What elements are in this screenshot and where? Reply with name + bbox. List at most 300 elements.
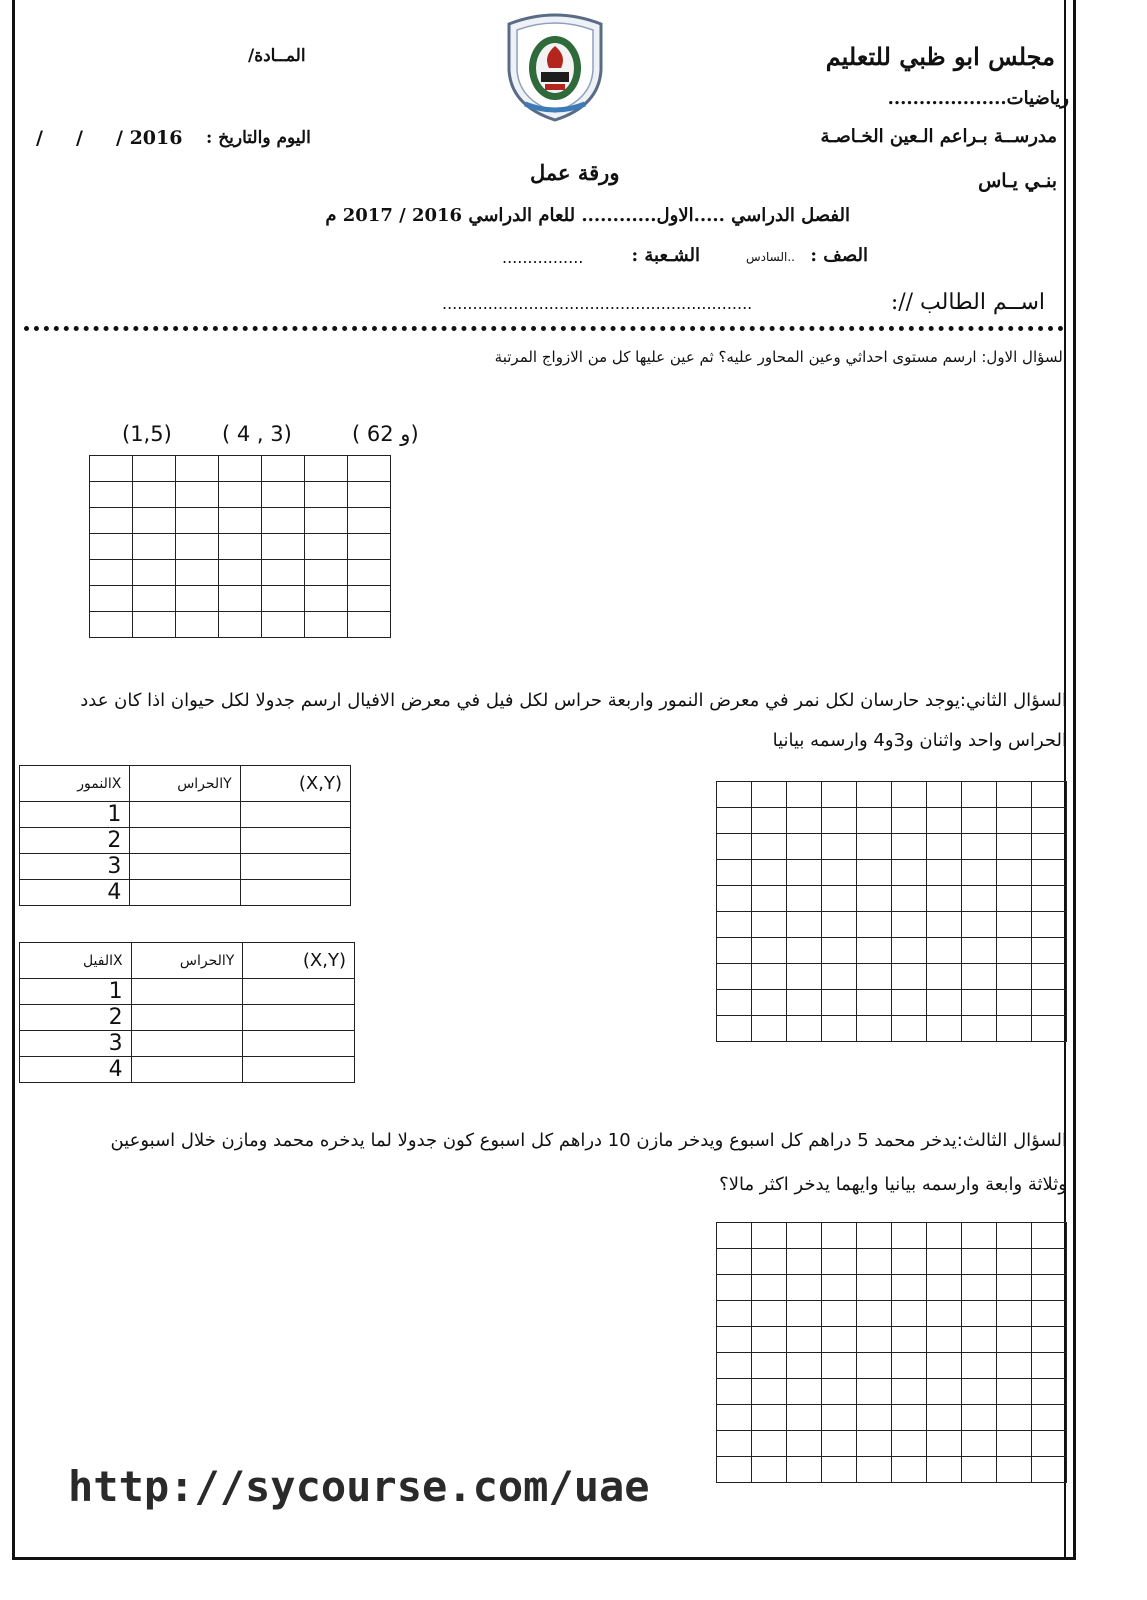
- grid-cell[interactable]: [997, 886, 1032, 912]
- grid-cell[interactable]: [927, 886, 962, 912]
- header-y-guards: Yالحراس: [131, 943, 243, 979]
- grid-cell[interactable]: [305, 586, 348, 612]
- grid-cell[interactable]: [133, 586, 176, 612]
- grid-cell[interactable]: [717, 834, 752, 860]
- grid-cell[interactable]: [892, 1275, 927, 1301]
- area-name: بنـي يـاس: [978, 170, 1057, 192]
- grid-cell[interactable]: [90, 482, 133, 508]
- grid-cell[interactable]: [857, 1249, 892, 1275]
- grid-cell[interactable]: [305, 508, 348, 534]
- grid-cell[interactable]: [176, 586, 219, 612]
- grid-cell[interactable]: [857, 912, 892, 938]
- table-cell[interactable]: [243, 979, 355, 1005]
- grid-cell[interactable]: [857, 1379, 892, 1405]
- grid-cell[interactable]: [997, 1457, 1032, 1483]
- grid-cell[interactable]: [219, 612, 262, 638]
- grid-cell[interactable]: [787, 1249, 822, 1275]
- semester-line: الفصل الدراسي .....الاول............ للعام الدراسي 2016 / 2017 م: [325, 205, 850, 226]
- grid-cell[interactable]: [717, 990, 752, 1016]
- grid-cell[interactable]: [822, 1431, 857, 1457]
- table-cell[interactable]: [131, 1005, 243, 1031]
- question-1-text: السؤال الاول: ارسم مستوى احداثي وعين المحاور عليه؟ ثم عين عليها كل من الازواج المرتبة: [494, 348, 1067, 366]
- grid-cell[interactable]: [133, 482, 176, 508]
- grid-cell[interactable]: [822, 1353, 857, 1379]
- grid-cell[interactable]: [892, 1301, 927, 1327]
- grid-cell[interactable]: [857, 860, 892, 886]
- grid-cell[interactable]: [927, 912, 962, 938]
- grid-cell[interactable]: [857, 1223, 892, 1249]
- header-xy: (X,Y): [243, 943, 355, 979]
- grid-cell[interactable]: [717, 886, 752, 912]
- grid-cell[interactable]: [892, 938, 927, 964]
- grid-cell[interactable]: [892, 1457, 927, 1483]
- grid-cell[interactable]: [927, 938, 962, 964]
- grid-cell[interactable]: [892, 860, 927, 886]
- grid-cell[interactable]: [927, 1431, 962, 1457]
- grid-cell[interactable]: [997, 1327, 1032, 1353]
- date-value: / / / 2016: [36, 127, 183, 149]
- grid-cell[interactable]: [717, 1379, 752, 1405]
- grid-cell[interactable]: [262, 612, 305, 638]
- grid-cell[interactable]: [962, 834, 997, 860]
- grid-cell[interactable]: [822, 1016, 857, 1042]
- grid-cell[interactable]: [219, 508, 262, 534]
- grid-cell[interactable]: [219, 586, 262, 612]
- table-cell: 2: [20, 1005, 132, 1031]
- grid-cell[interactable]: [822, 860, 857, 886]
- table-cell[interactable]: [243, 1005, 355, 1031]
- grid-cell[interactable]: [857, 808, 892, 834]
- grid-cell[interactable]: [752, 1405, 787, 1431]
- grid-cell[interactable]: [962, 1327, 997, 1353]
- grid-cell[interactable]: [927, 1016, 962, 1042]
- grid-cell[interactable]: [927, 1327, 962, 1353]
- grid-cell[interactable]: [997, 1223, 1032, 1249]
- grid-cell[interactable]: [822, 1249, 857, 1275]
- grid-cell[interactable]: [927, 1223, 962, 1249]
- grid-cell[interactable]: [1032, 1405, 1067, 1431]
- grid-cell[interactable]: [752, 912, 787, 938]
- grid-cell[interactable]: [822, 1301, 857, 1327]
- grid-cell[interactable]: [305, 456, 348, 482]
- grid-cell[interactable]: [90, 612, 133, 638]
- grid-cell[interactable]: [997, 964, 1032, 990]
- grid-cell[interactable]: [717, 938, 752, 964]
- grid-cell[interactable]: [997, 1016, 1032, 1042]
- grid-cell[interactable]: [348, 534, 391, 560]
- grid-cell[interactable]: [752, 1016, 787, 1042]
- grid-cell[interactable]: [717, 912, 752, 938]
- grid-cell[interactable]: [962, 1301, 997, 1327]
- grid-cell[interactable]: [822, 1275, 857, 1301]
- grid-cell[interactable]: [787, 1016, 822, 1042]
- grid-cell[interactable]: [997, 1431, 1032, 1457]
- grid-cell[interactable]: [927, 1301, 962, 1327]
- grid-cell[interactable]: [219, 560, 262, 586]
- grid-cell[interactable]: [1032, 938, 1067, 964]
- grid-cell[interactable]: [752, 1431, 787, 1457]
- grid-cell[interactable]: [752, 1327, 787, 1353]
- grid-cell[interactable]: [822, 808, 857, 834]
- grid-cell[interactable]: [176, 534, 219, 560]
- grid-cell[interactable]: [892, 1016, 927, 1042]
- grid-cell[interactable]: [305, 612, 348, 638]
- grid-cell[interactable]: [262, 508, 305, 534]
- grid-cell[interactable]: [717, 808, 752, 834]
- grid-cell[interactable]: [717, 860, 752, 886]
- grid-cell[interactable]: [752, 834, 787, 860]
- grid-cell[interactable]: [1032, 1431, 1067, 1457]
- grid-cell[interactable]: [962, 1431, 997, 1457]
- grid-cell[interactable]: [822, 912, 857, 938]
- grid-cell[interactable]: [348, 560, 391, 586]
- grid-cell[interactable]: [133, 508, 176, 534]
- grid-cell[interactable]: [348, 456, 391, 482]
- grid-cell[interactable]: [219, 534, 262, 560]
- table-cell[interactable]: [131, 979, 243, 1005]
- grid-cell[interactable]: [927, 1275, 962, 1301]
- grid-cell[interactable]: [348, 508, 391, 534]
- grid-cell[interactable]: [857, 1327, 892, 1353]
- grid-cell[interactable]: [787, 782, 822, 808]
- grid-cell[interactable]: [752, 990, 787, 1016]
- grid-cell[interactable]: [962, 1275, 997, 1301]
- grid-cell[interactable]: [787, 938, 822, 964]
- grid-cell[interactable]: [717, 1327, 752, 1353]
- coordinate-grid-q3[interactable]: [716, 1222, 1067, 1483]
- grid-cell[interactable]: [348, 586, 391, 612]
- grid-cell[interactable]: [822, 990, 857, 1016]
- grid-cell[interactable]: [927, 964, 962, 990]
- grid-cell[interactable]: [997, 1249, 1032, 1275]
- grid-cell[interactable]: [962, 938, 997, 964]
- grid-cell[interactable]: [752, 860, 787, 886]
- grid-cell[interactable]: [752, 782, 787, 808]
- grid-cell[interactable]: [857, 990, 892, 1016]
- grid-cell[interactable]: [997, 912, 1032, 938]
- table-cell[interactable]: [130, 802, 240, 828]
- header-y-guards: Yالحراس: [130, 766, 240, 802]
- grid-cell[interactable]: [857, 834, 892, 860]
- grid-cell[interactable]: [892, 1379, 927, 1405]
- page-border-left: [12, 0, 15, 1560]
- table-cell[interactable]: [131, 1057, 243, 1083]
- grid-cell[interactable]: [752, 1457, 787, 1483]
- table-cell: 3: [20, 854, 130, 880]
- grid-cell[interactable]: [1032, 860, 1067, 886]
- grid-cell[interactable]: [962, 1223, 997, 1249]
- pair-3: ( 6و 2): [352, 422, 419, 446]
- grid-cell[interactable]: [787, 808, 822, 834]
- grid-cell[interactable]: [1032, 1275, 1067, 1301]
- grid-cell[interactable]: [752, 886, 787, 912]
- grid-cell[interactable]: [962, 860, 997, 886]
- grid-cell[interactable]: [927, 1405, 962, 1431]
- grid-cell[interactable]: [176, 482, 219, 508]
- grid-cell[interactable]: [1032, 990, 1067, 1016]
- grid-cell[interactable]: [752, 964, 787, 990]
- grid-cell[interactable]: [176, 456, 219, 482]
- grid-cell[interactable]: [717, 782, 752, 808]
- table-cell[interactable]: [130, 880, 240, 906]
- grid-cell[interactable]: [927, 782, 962, 808]
- grid-cell[interactable]: [90, 560, 133, 586]
- grid-cell[interactable]: [857, 1405, 892, 1431]
- table-cell[interactable]: [243, 1031, 355, 1057]
- grid-cell[interactable]: [997, 860, 1032, 886]
- grid-cell[interactable]: [787, 1353, 822, 1379]
- grid-cell[interactable]: [962, 886, 997, 912]
- grid-cell[interactable]: [927, 834, 962, 860]
- school-crest-logo: [503, 10, 607, 122]
- grid-cell[interactable]: [857, 1301, 892, 1327]
- grid-cell[interactable]: [927, 1249, 962, 1275]
- grid-cell[interactable]: [857, 782, 892, 808]
- grid-cell[interactable]: [962, 1353, 997, 1379]
- grid-cell[interactable]: [892, 1327, 927, 1353]
- question-3-line-1: السؤال الثالث:يدخر محمد 5 دراهم كل اسبوع ويدخر مازن 10 دراهم كل اسبوع كون جدولا لما يدخره محمد ومازن خلال اسبوعين: [110, 1130, 1067, 1151]
- grid-cell[interactable]: [717, 1431, 752, 1457]
- table-cell: 4: [20, 880, 130, 906]
- grid-cell[interactable]: [892, 1249, 927, 1275]
- table-cell: 1: [20, 802, 130, 828]
- grid-cell[interactable]: [262, 482, 305, 508]
- grid-cell[interactable]: [822, 1327, 857, 1353]
- table-cell: 1: [20, 979, 132, 1005]
- grid-cell[interactable]: [305, 560, 348, 586]
- grid-cell[interactable]: [822, 1223, 857, 1249]
- table-cell[interactable]: [240, 828, 350, 854]
- grid-cell[interactable]: [892, 1223, 927, 1249]
- table-cell: 2: [20, 828, 130, 854]
- grid-cell[interactable]: [90, 456, 133, 482]
- grid-cell[interactable]: [219, 456, 262, 482]
- grid-cell[interactable]: [90, 508, 133, 534]
- grid-cell[interactable]: [997, 1301, 1032, 1327]
- grid-cell[interactable]: [892, 912, 927, 938]
- grid-cell[interactable]: [133, 612, 176, 638]
- grid-cell[interactable]: [717, 1016, 752, 1042]
- grid-cell[interactable]: [752, 938, 787, 964]
- grid-cell[interactable]: [927, 1379, 962, 1405]
- grid-cell[interactable]: [133, 534, 176, 560]
- grid-cell[interactable]: [176, 560, 219, 586]
- question-2-line-2: الحراس واحد واثنان و3و4 وارسمه بيانيا: [772, 730, 1067, 751]
- grid-cell[interactable]: [348, 612, 391, 638]
- grid-cell[interactable]: [1032, 834, 1067, 860]
- grid-cell[interactable]: [752, 1223, 787, 1249]
- table-cell[interactable]: [130, 854, 240, 880]
- grid-cell[interactable]: [822, 964, 857, 990]
- grid-cell[interactable]: [90, 534, 133, 560]
- grid-cell[interactable]: [927, 1457, 962, 1483]
- grid-cell[interactable]: [133, 560, 176, 586]
- grid-cell[interactable]: [787, 990, 822, 1016]
- grid-cell[interactable]: [787, 912, 822, 938]
- coordinate-grid-q1[interactable]: [89, 455, 391, 638]
- grid-cell[interactable]: [717, 1301, 752, 1327]
- grid-cell[interactable]: [717, 1353, 752, 1379]
- grid-cell[interactable]: [1032, 886, 1067, 912]
- grid-cell[interactable]: [997, 782, 1032, 808]
- grid-cell[interactable]: [1032, 808, 1067, 834]
- grid-cell[interactable]: [717, 1405, 752, 1431]
- grid-cell[interactable]: [787, 1275, 822, 1301]
- grid-cell[interactable]: [962, 782, 997, 808]
- grid-cell[interactable]: [857, 1431, 892, 1457]
- grid-cell[interactable]: [752, 1353, 787, 1379]
- question-3-line-2: وثلاثة وابعة وارسمه بيانيا وايهما يدخر اكثر مالا؟: [719, 1174, 1067, 1195]
- grid-cell[interactable]: [892, 782, 927, 808]
- grid-cell[interactable]: [305, 534, 348, 560]
- grid-cell[interactable]: [262, 560, 305, 586]
- grid-cell[interactable]: [927, 860, 962, 886]
- grid-cell[interactable]: [857, 886, 892, 912]
- grid-cell[interactable]: [892, 1431, 927, 1457]
- grid-cell[interactable]: [219, 482, 262, 508]
- grid-cell[interactable]: [927, 808, 962, 834]
- grid-cell[interactable]: [176, 612, 219, 638]
- grid-cell[interactable]: [997, 1379, 1032, 1405]
- grid-cell[interactable]: [787, 1431, 822, 1457]
- grid-cell[interactable]: [822, 886, 857, 912]
- grid-cell[interactable]: [787, 834, 822, 860]
- question-2-line-1: السؤال الثاني:يوجد حارسان لكل نمر في معرض النمور واربعة حراس لكل فيل في معرض الافيال ارسم جدولا لكل حيوان اذا كان عدد: [80, 690, 1067, 711]
- grid-cell[interactable]: [997, 1275, 1032, 1301]
- grid-cell[interactable]: [787, 1379, 822, 1405]
- coordinate-grid-q2[interactable]: [716, 781, 1067, 1042]
- table-cell[interactable]: [240, 854, 350, 880]
- table-tigers: [19, 765, 351, 906]
- school-name: مدرســة بـراعم الـعين الخـاصـة: [820, 126, 1057, 147]
- grid-cell[interactable]: [997, 834, 1032, 860]
- grid-cell[interactable]: [1032, 1301, 1067, 1327]
- grid-cell[interactable]: [717, 964, 752, 990]
- grid-cell[interactable]: [962, 1379, 997, 1405]
- grid-cell[interactable]: [1032, 1327, 1067, 1353]
- grid-cell[interactable]: [717, 1457, 752, 1483]
- grid-cell[interactable]: [787, 1327, 822, 1353]
- grid-cell[interactable]: [997, 938, 1032, 964]
- grid-cell[interactable]: [1032, 964, 1067, 990]
- grid-cell[interactable]: [962, 1016, 997, 1042]
- grid-cell[interactable]: [90, 586, 133, 612]
- grid-cell[interactable]: [787, 1457, 822, 1483]
- grid-cell[interactable]: [348, 482, 391, 508]
- grid-cell[interactable]: [962, 1249, 997, 1275]
- grid-cell[interactable]: [822, 1405, 857, 1431]
- grid-cell[interactable]: [262, 586, 305, 612]
- grid-cell[interactable]: [822, 1379, 857, 1405]
- grid-cell[interactable]: [787, 1405, 822, 1431]
- table-cell[interactable]: [243, 1057, 355, 1083]
- grid-cell[interactable]: [305, 482, 348, 508]
- grid-cell[interactable]: [1032, 1353, 1067, 1379]
- grid-cell[interactable]: [822, 834, 857, 860]
- pair-2: ( 4 , 3): [222, 422, 292, 446]
- grid-cell[interactable]: [1032, 782, 1067, 808]
- grid-cell[interactable]: [1032, 912, 1067, 938]
- source-url[interactable]: http://sycourse.com/uae: [68, 1462, 650, 1511]
- grid-cell[interactable]: [717, 1249, 752, 1275]
- grid-cell[interactable]: [1032, 1223, 1067, 1249]
- grid-cell[interactable]: [787, 886, 822, 912]
- grid-cell[interactable]: [892, 1353, 927, 1379]
- grid-cell[interactable]: [857, 938, 892, 964]
- grid-cell[interactable]: [822, 1457, 857, 1483]
- section-label: الشـعبة :: [631, 245, 700, 266]
- grid-cell[interactable]: [1032, 1016, 1067, 1042]
- grid-cell[interactable]: [927, 990, 962, 1016]
- table-cell[interactable]: [131, 1031, 243, 1057]
- grid-cell[interactable]: [752, 808, 787, 834]
- grid-cell[interactable]: [927, 1353, 962, 1379]
- table-cell[interactable]: [240, 880, 350, 906]
- grid-cell[interactable]: [892, 808, 927, 834]
- grid-cell[interactable]: [857, 1275, 892, 1301]
- grid-cell[interactable]: [997, 1405, 1032, 1431]
- grid-cell[interactable]: [133, 456, 176, 482]
- grid-cell[interactable]: [752, 1249, 787, 1275]
- grid-cell[interactable]: [962, 990, 997, 1016]
- grid-cell[interactable]: [892, 1405, 927, 1431]
- grid-cell[interactable]: [1032, 1249, 1067, 1275]
- table-cell[interactable]: [130, 828, 240, 854]
- grid-cell[interactable]: [892, 834, 927, 860]
- grid-cell[interactable]: [752, 1301, 787, 1327]
- grid-cell[interactable]: [962, 1405, 997, 1431]
- grid-cell[interactable]: [997, 808, 1032, 834]
- date-label: اليوم والتاريخ :: [206, 128, 311, 148]
- grid-cell[interactable]: [176, 508, 219, 534]
- table-cell: 4: [20, 1057, 132, 1083]
- grid-cell[interactable]: [997, 1353, 1032, 1379]
- grid-cell[interactable]: [787, 860, 822, 886]
- table-elephants: [19, 942, 355, 1083]
- grid-cell[interactable]: [787, 1223, 822, 1249]
- header-x-tigers: Xالنمور: [20, 766, 130, 802]
- grid-cell[interactable]: [962, 1457, 997, 1483]
- grid-cell[interactable]: [892, 964, 927, 990]
- grid-cell[interactable]: [262, 456, 305, 482]
- grid-cell[interactable]: [962, 912, 997, 938]
- subject-line: رياضيات...................: [887, 88, 1069, 109]
- page-border-bottom: [12, 1557, 1076, 1560]
- worksheet-title: ورقة عمل: [530, 160, 620, 185]
- grid-cell[interactable]: [787, 964, 822, 990]
- grid-cell[interactable]: [787, 1301, 822, 1327]
- grid-cell[interactable]: [752, 1379, 787, 1405]
- grid-cell[interactable]: [1032, 1379, 1067, 1405]
- grid-cell[interactable]: [717, 1223, 752, 1249]
- grid-cell[interactable]: [892, 990, 927, 1016]
- grid-cell[interactable]: [752, 1275, 787, 1301]
- grid-cell[interactable]: [857, 1353, 892, 1379]
- grid-cell[interactable]: [822, 938, 857, 964]
- table-cell[interactable]: [240, 802, 350, 828]
- grid-cell[interactable]: [717, 1275, 752, 1301]
- grid-cell[interactable]: [997, 990, 1032, 1016]
- grid-cell[interactable]: [857, 964, 892, 990]
- grid-cell[interactable]: [857, 1016, 892, 1042]
- grid-cell[interactable]: [1032, 1457, 1067, 1483]
- grid-cell[interactable]: [892, 886, 927, 912]
- grid-cell[interactable]: [962, 808, 997, 834]
- grid-cell[interactable]: [962, 964, 997, 990]
- grid-cell[interactable]: [822, 782, 857, 808]
- grid-cell[interactable]: [262, 534, 305, 560]
- grid-cell[interactable]: [857, 1457, 892, 1483]
